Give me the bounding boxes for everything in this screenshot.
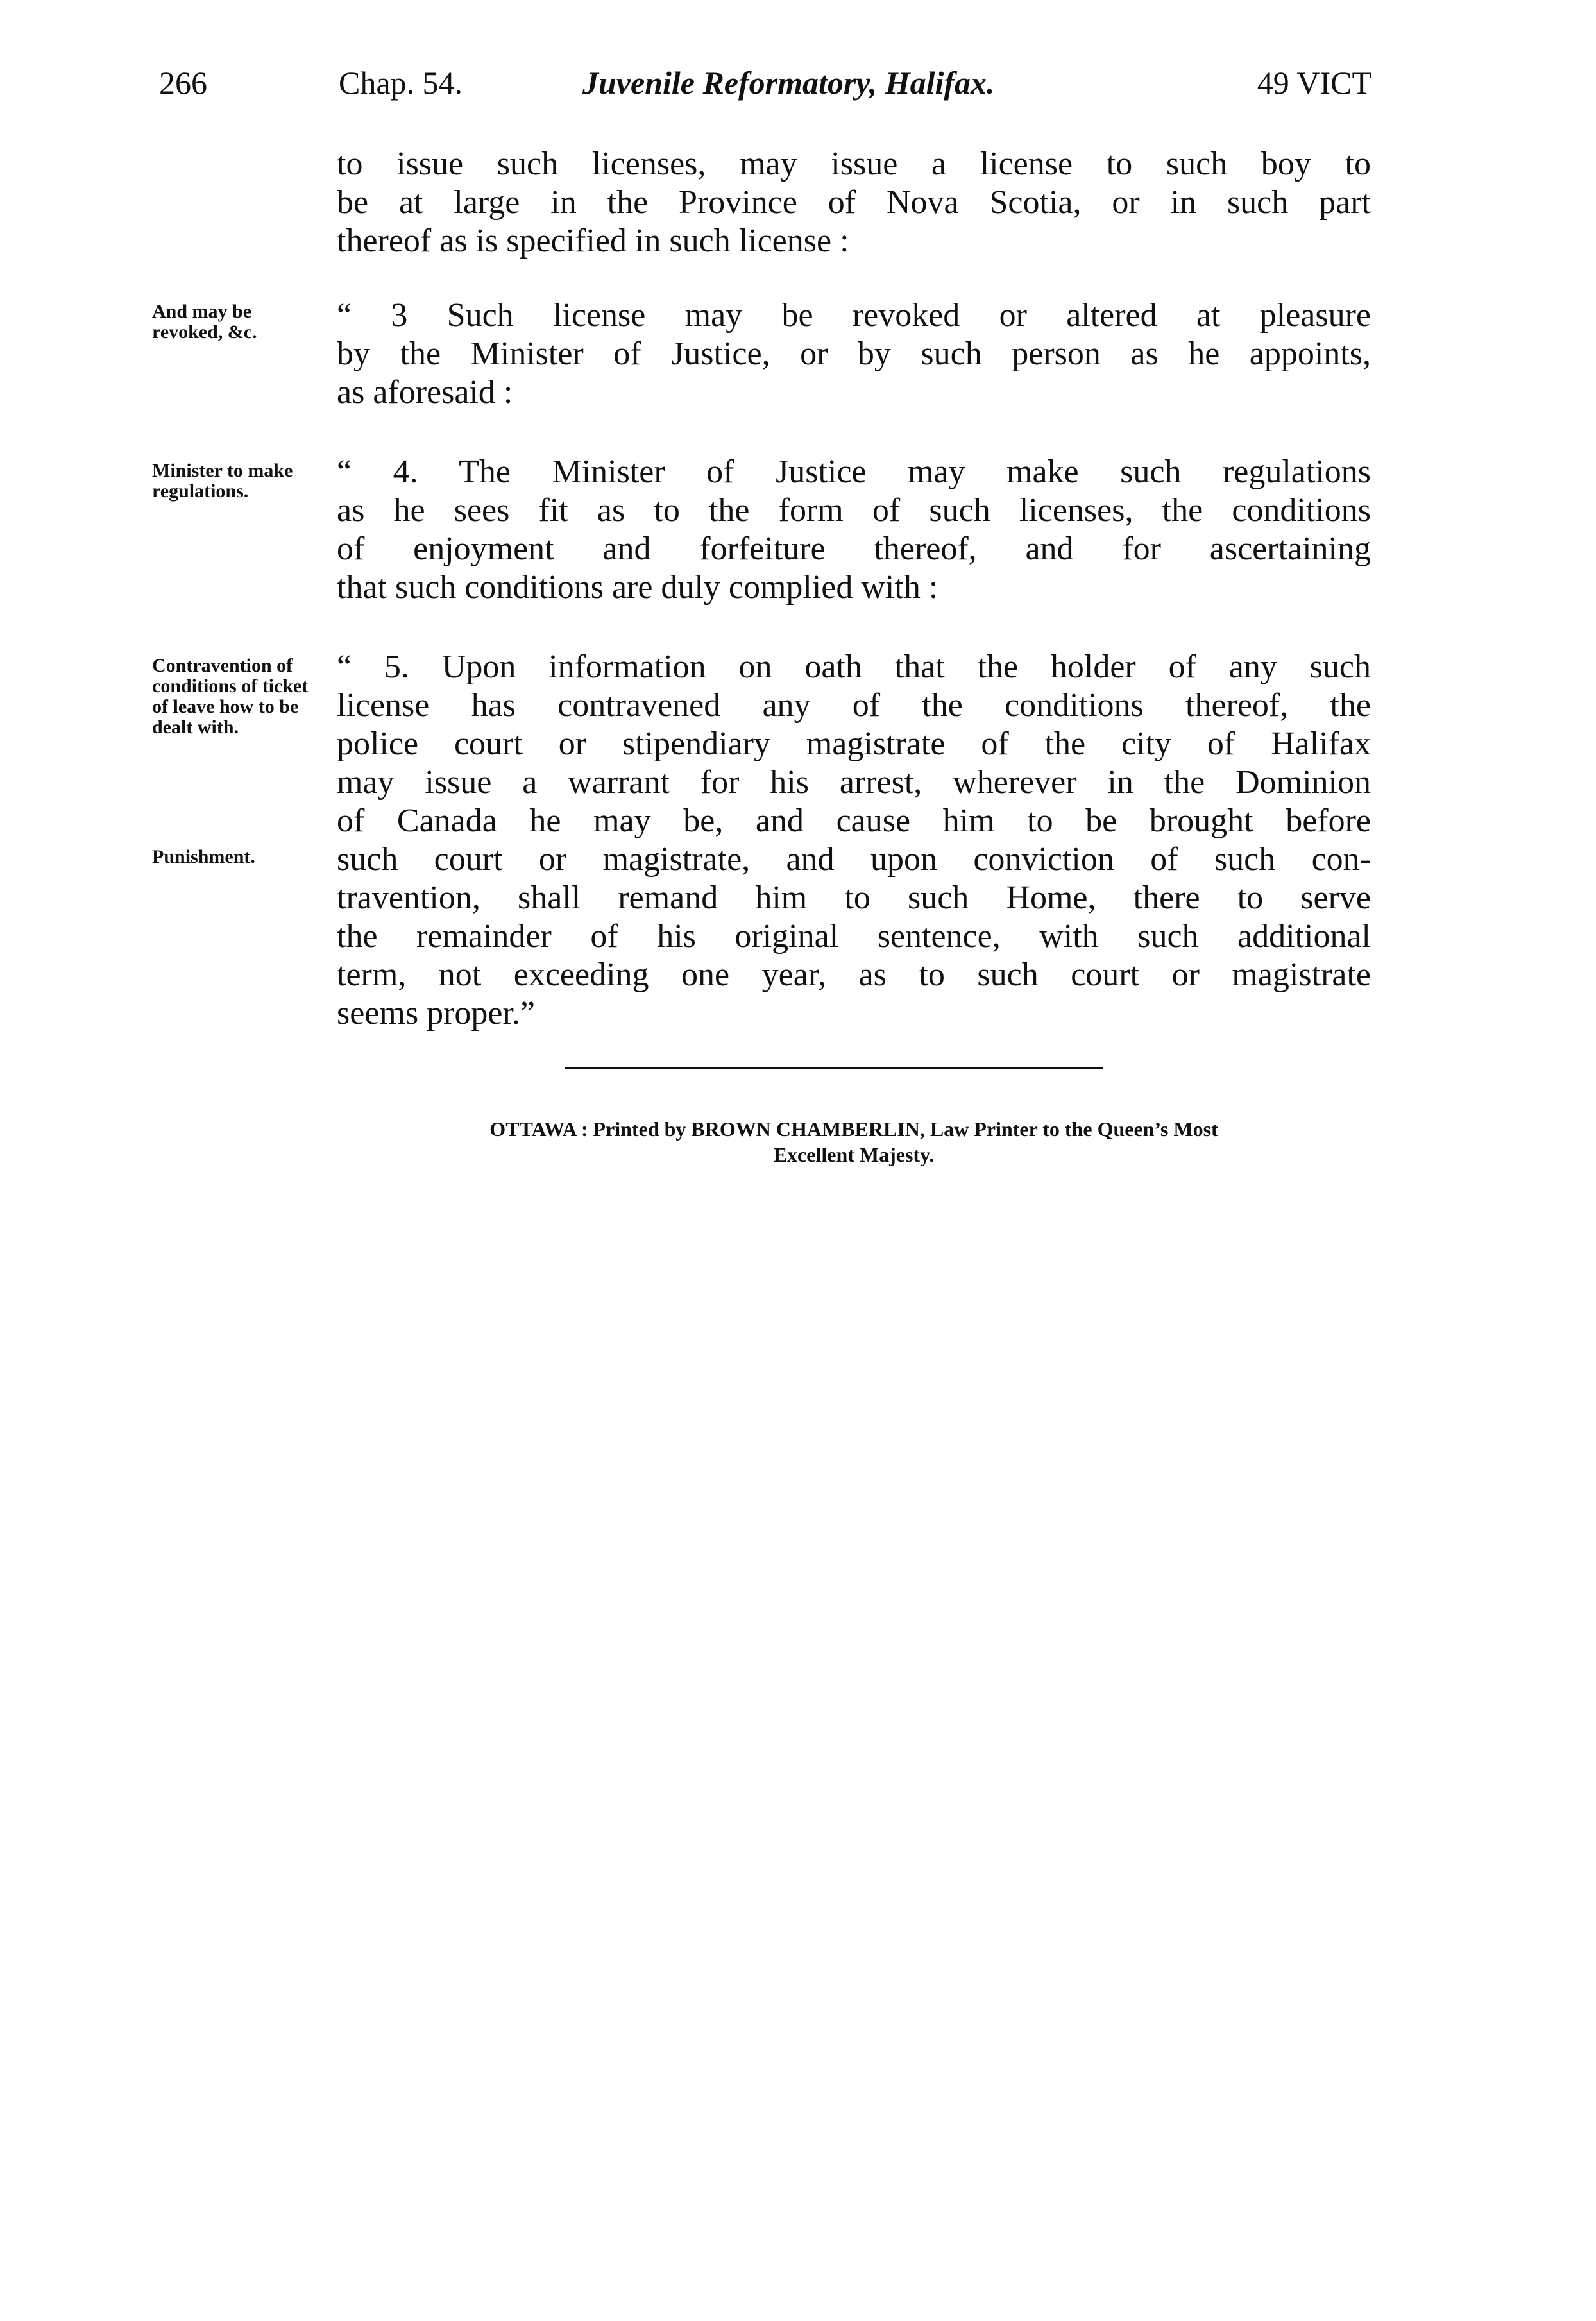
text-line: the remainder of his original sentence, with such additional <box>337 918 1371 955</box>
margin-note-punishment: Punishment. <box>152 846 255 867</box>
text-line: “ 5. Upon information on oath that the holder of any such <box>337 649 1371 685</box>
margin-note-regulations: Minister to make regulations. <box>152 460 293 502</box>
text-line: term, not exceeding one year, as to such court or magistrate <box>337 956 1371 993</box>
chapter-label: Chap. 54. <box>339 65 463 101</box>
text-line: license has contravened any of the conditions thereof, the <box>337 687 1371 724</box>
text-line: may issue a warrant for his arrest, wherever in the Dominion <box>337 764 1371 801</box>
text-line: “ 3 Such license may be revoked or altered at pleasure <box>337 297 1371 334</box>
section-4-paragraph <box>337 453 1371 607</box>
text-line: “ 4. The Minister of Justice may make such regulations <box>337 454 1371 490</box>
margin-note-revoked: And may be revoked, &c. <box>152 301 257 343</box>
printer-imprint <box>337 1116 1371 1168</box>
text-line: as he sees fit as to the form of such licenses, the conditions <box>337 492 1371 529</box>
page-number: 266 <box>159 65 207 101</box>
text-line: by the Minister of Justice, or by such person as he appoints, <box>337 336 1371 372</box>
text-line: be at large in the Province of Nova Scotia, or in such part <box>337 184 1371 221</box>
text-line: seems proper.” <box>337 995 536 1032</box>
imprint-line: Excellent Majesty. <box>773 1143 935 1166</box>
text-line: as aforesaid : <box>337 374 513 411</box>
text-line: to issue such licenses, may issue a license to such boy to <box>337 146 1371 182</box>
text-line: travention, shall remand him to such Home, there to serve <box>337 880 1371 916</box>
text-line: of Canada he may be, and cause him to be brought before <box>337 803 1371 839</box>
closing-rule <box>565 1067 1103 1069</box>
text-line: of enjoyment and forfeiture thereof, and for ascertaining <box>337 531 1371 567</box>
running-title: Juvenile Reformatory, Halifax. <box>582 65 995 101</box>
continuation-paragraph <box>337 145 1371 260</box>
regnal-year: 49 VICT <box>1257 65 1371 101</box>
section-3-paragraph <box>337 296 1371 412</box>
text-line: police court or stipendiary magistrate of the city of Halifax <box>337 726 1371 762</box>
margin-note-contravention: Contravention of conditions of ticket of leave how to be dealt with. <box>152 655 309 738</box>
running-header <box>159 64 1371 115</box>
text-line: thereof as is specified in such license : <box>337 223 849 259</box>
imprint-line: OTTAWA : Printed by BROWN CHAMBERLIN, Law Printer to the Queen’s Most <box>489 1118 1218 1141</box>
text-line: such court or magistrate, and upon conviction of such con- <box>337 841 1371 878</box>
text-line: that such conditions are duly complied with : <box>337 569 938 606</box>
section-5-paragraph <box>337 648 1371 1033</box>
